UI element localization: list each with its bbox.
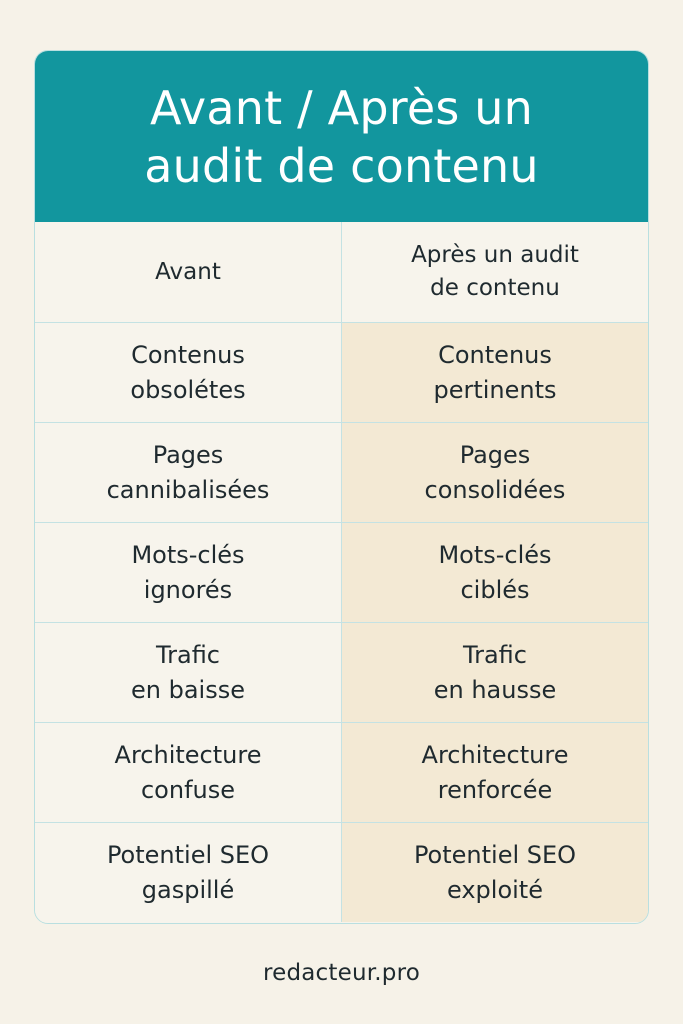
title-banner: [35, 51, 648, 222]
comparison-card: [34, 50, 649, 924]
after-cell-relevant-content: Contenus pertinents: [342, 322, 648, 422]
before-cell-wasted-seo-potential: Potentiel SEO gaspillé: [35, 822, 342, 922]
page-title: Avant / Après un audit de contenu: [144, 80, 539, 193]
footer-domain: redacteur.pro: [262, 960, 421, 986]
before-cell-confusing-architecture: Architecture confuse: [35, 722, 342, 822]
before-cell-outdated-content: Contenus obsolétes: [35, 322, 342, 422]
column-header-after: Après un audit de contenu: [342, 222, 648, 322]
after-cell-consolidated-pages: Pages consolidées: [342, 422, 648, 522]
after-cell-exploited-seo-potential: Potentiel SEO exploité: [342, 822, 648, 922]
column-header-before: Avant: [35, 222, 342, 322]
before-cell-cannibalized-pages: Pages cannibalisées: [35, 422, 342, 522]
before-cell-declining-traffic: Trafic en baisse: [35, 622, 342, 722]
after-cell-reinforced-architecture: Architecture renforcée: [342, 722, 648, 822]
after-cell-targeted-keywords: Mots-clés ciblés: [342, 522, 648, 622]
before-cell-ignored-keywords: Mots-clés ignorés: [35, 522, 342, 622]
comparison-table: [35, 222, 648, 922]
after-cell-rising-traffic: Trafic en hausse: [342, 622, 648, 722]
